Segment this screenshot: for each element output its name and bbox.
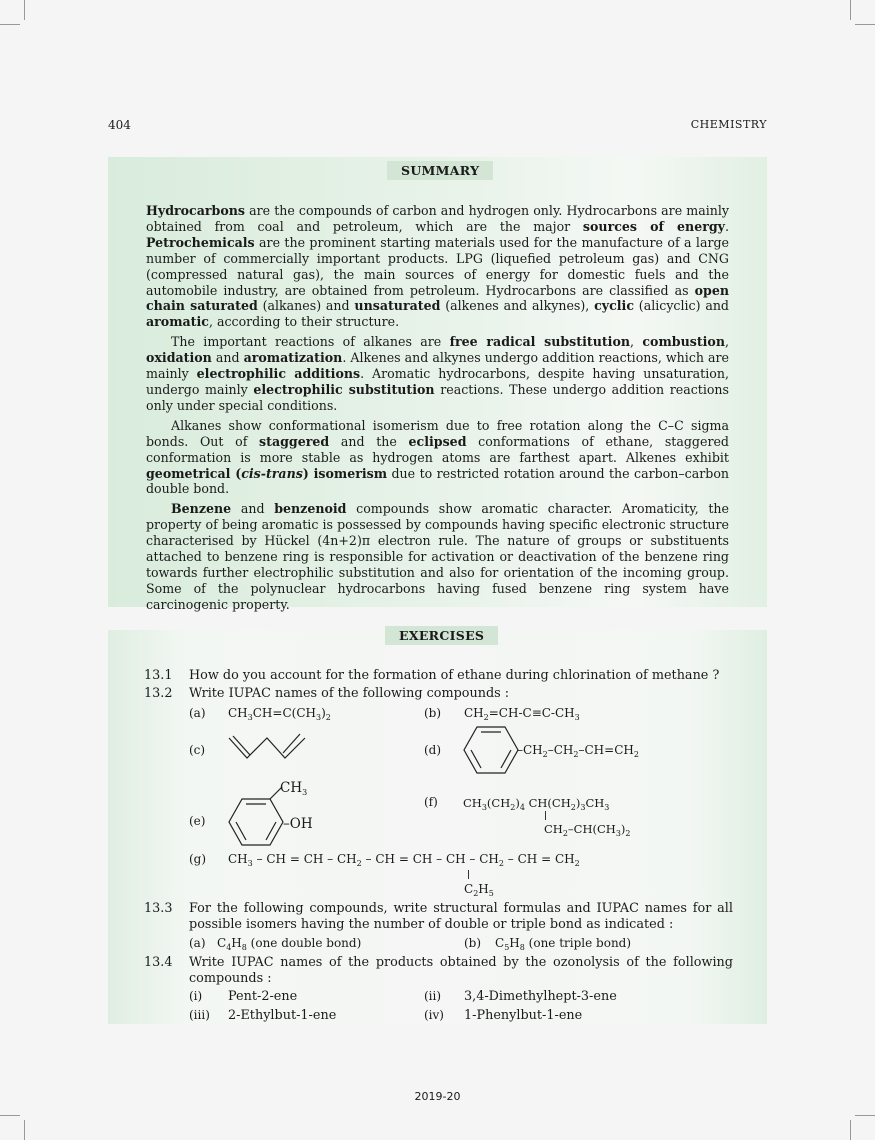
compound-name: 2-Ethylbut-1-ene xyxy=(228,1008,337,1023)
formula-13-3-b: $C_5H_8$ (one triple bond) xyxy=(495,936,632,952)
question-text: For the following compounds, write structural formulas and IUPAC names for all possible isomers having the number of double or triple bond as indicated : xyxy=(189,901,733,932)
hydroxyl-group-e: –OH xyxy=(283,816,313,832)
item-label: (e) xyxy=(189,814,206,828)
summary-text xyxy=(146,203,729,617)
summary-box xyxy=(108,157,767,612)
compound-name: Pent-2-ene xyxy=(228,989,298,1004)
formula-f: $CH_3(CH_2)_4$ $CH(CH_2)_3CH_3$ xyxy=(463,796,610,812)
exercises-title: EXERCISES xyxy=(385,626,498,645)
item-label: (g) xyxy=(189,852,207,866)
question-text: Write IUPAC names of the following compounds : xyxy=(189,686,510,701)
formula-g: $CH_3$ – CH = CH – $CH_2$ – CH = CH – CH – $CH_2$ – CH = $CH_2$ xyxy=(228,852,580,868)
question-number: 13.3 xyxy=(144,901,173,916)
benzene-ring-d xyxy=(464,725,518,775)
item-label: (a) xyxy=(189,936,206,950)
summary-paragraph-2: The important reactions of alkanes are free radical substitution, combustion, oxidation and aromatization. Alkenes and alkynes undergo addition reactions, which are mainly electrophilic additions. Aromatic hydrocarbons, despite having unsaturation, undergo mainly electrophilic substitution reactions. These undergo addition reactions only under special conditions. xyxy=(146,334,729,413)
crop-mark xyxy=(855,1115,875,1116)
item-label: (a) xyxy=(189,706,206,720)
footer-year: 2019-20 xyxy=(414,1090,461,1103)
bond-line-f xyxy=(545,811,546,820)
formula-d: $-CH_2-CH_2-CH=CH_2$ xyxy=(517,743,639,759)
crop-mark xyxy=(0,1115,20,1116)
compound-name: 3,4-Dimethylhept-3-ene xyxy=(464,989,617,1004)
crop-mark xyxy=(24,0,25,20)
structure-c-skeletal xyxy=(227,734,307,764)
summary-paragraph-4: Benzene and benzenoid compounds show aromatic character. Aromaticity, the property of being aromatic is possessed by compounds having specific electronic structure characterised by Hückel (4n+2)π electron rule. The nature of groups or substituents attached to benzene ring is responsible for activation or deactivation of the benzene ring towards further electrophilic substitution and also for orientation of the incoming group. Some of the polynuclear hydrocarbons having fused benzene ring system have carcinogenic property. xyxy=(146,501,729,612)
question-number: 13.1 xyxy=(144,668,173,683)
question-text: How do you account for the formation of ethane during chlorination of methane ? xyxy=(189,668,720,683)
item-label: (i) xyxy=(189,989,203,1003)
methyl-group-e: $CH_3$ xyxy=(280,780,308,797)
item-label: (c) xyxy=(189,743,206,757)
crop-mark xyxy=(24,1120,25,1140)
item-label: (f) xyxy=(424,795,438,809)
branch-f: $CH_2-CH(CH_3)_2$ xyxy=(544,822,631,838)
page-number: 404 xyxy=(108,118,131,132)
branch-g: $C_2H_5$ xyxy=(464,882,494,898)
crop-mark xyxy=(850,0,851,20)
benzene-ring-e xyxy=(229,797,291,847)
item-label: (d) xyxy=(424,743,442,757)
crop-mark xyxy=(0,24,20,25)
item-label: (iii) xyxy=(189,1008,210,1022)
crop-mark xyxy=(855,24,875,25)
item-label: (b) xyxy=(464,936,482,950)
summary-paragraph-1: Hydrocarbons are the compounds of carbon and hydrogen only. Hydrocarbons are mainly obtained from coal and petroleum, which are the major sources of energy. Petrochemicals are the prominent starting materials used for the manufacture of a large number of commercially important products. LPG (liquefied petroleum gas) and CNG (compressed natural gas), the main sources of energy for domestic fuels and the automobile industry, are obtained from petroleum. Hydrocarbons are classified as open chain saturated (alkanes) and unsaturated (alkenes and alkynes), cyclic (alicyclic) and aromatic, according to their structure. xyxy=(146,203,729,330)
item-label: (b) xyxy=(424,706,442,720)
summary-paragraph-3: Alkanes show conformational isomerism due to free rotation along the C–C sigma bonds. Out of staggered and the eclipsed conformations of ethane, staggered conformation is more stable as hydrogen atoms are farthest apart. Alkenes exhibit geometrical (cis-trans) isomerism due to restricted rotation around the carbon–carbon double bond. xyxy=(146,417,730,497)
formula-a: $CH_3CH=C(CH_3)_2$ xyxy=(228,706,331,722)
summary-title: SUMMARY xyxy=(387,161,493,180)
question-text: Write IUPAC names of the products obtained by the ozonolysis of the following compounds : xyxy=(189,955,733,986)
question-number: 13.4 xyxy=(144,955,173,970)
item-label: (iv) xyxy=(424,1008,444,1022)
bond-line-g xyxy=(468,870,469,879)
formula-b: $CH_2=CH-C\equiv C-CH_3$ xyxy=(464,706,580,722)
item-label: (ii) xyxy=(424,989,442,1003)
compound-name: 1-Phenylbut-1-ene xyxy=(464,1008,583,1023)
running-head: CHEMISTRY xyxy=(690,118,767,131)
crop-mark xyxy=(850,1120,851,1140)
question-number: 13.2 xyxy=(144,686,173,701)
formula-13-3-a: $C_4H_8$ (one double bond) xyxy=(217,936,362,952)
